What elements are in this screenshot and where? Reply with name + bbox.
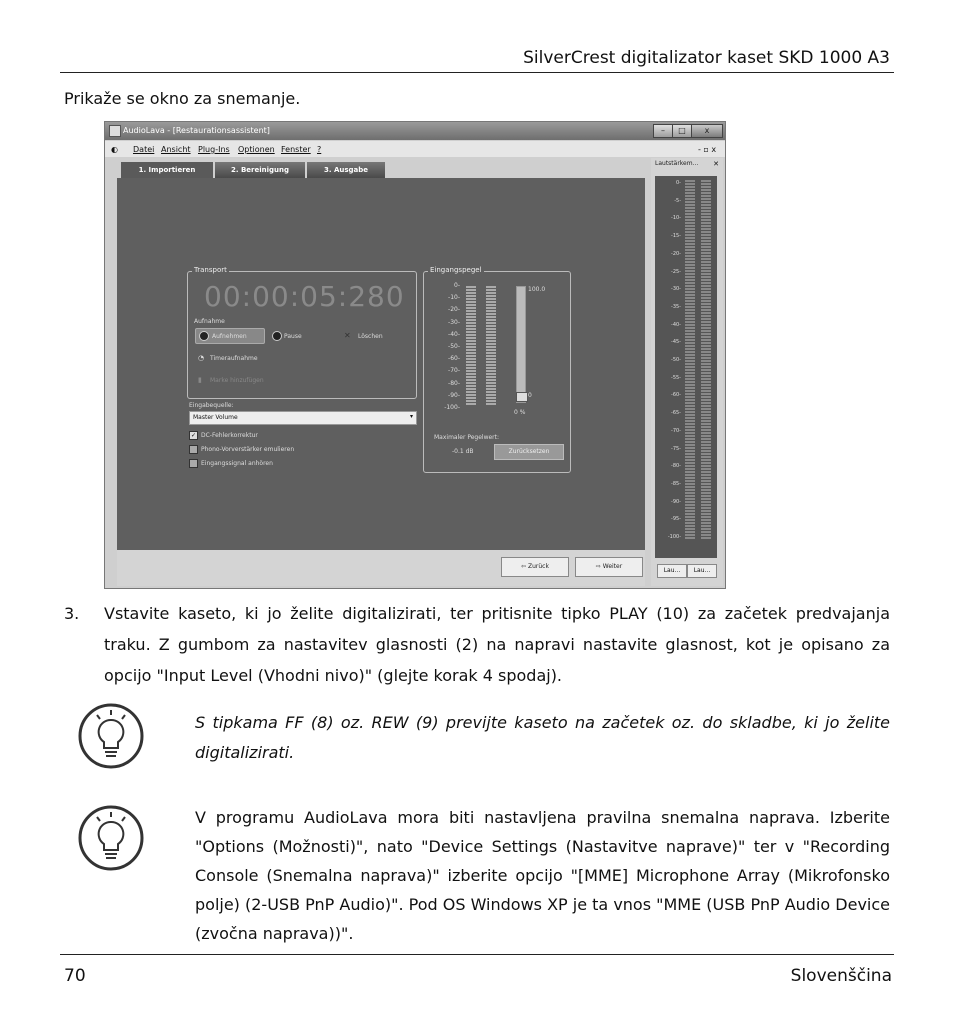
volume-tick: -20- — [671, 250, 681, 257]
volume-tick: -85- — [671, 480, 681, 487]
mdi-controls-icon[interactable]: - ▫ x — [698, 145, 717, 154]
lightbulb-icon — [77, 702, 145, 770]
menu-optionen[interactable]: Optionen — [238, 145, 275, 154]
close-button[interactable]: x — [691, 124, 723, 138]
input-source-select[interactable]: Master Volume ▾ — [189, 411, 417, 425]
record-icon — [199, 331, 209, 341]
volume-bar-right — [701, 180, 711, 540]
slider-bottom-value: 0 — [528, 392, 532, 399]
tab-ausgabe[interactable]: 3. Ausgabe — [307, 162, 385, 178]
volume-tick: -30- — [671, 286, 681, 293]
input-source-label: Eingabequelle: — [189, 402, 234, 409]
checkbox-monitor[interactable] — [189, 459, 198, 468]
level-tick: -90- — [448, 391, 460, 399]
close-icon[interactable]: ✕ — [713, 160, 719, 168]
volume-meter — [655, 176, 717, 558]
menu-plugins[interactable]: Plug-Ins — [198, 145, 230, 154]
volume-tick: -95- — [671, 516, 681, 523]
volume-tick: -100- — [667, 534, 681, 540]
footer-rule — [60, 954, 894, 955]
checkbox-dc-label: DC-Fehlerkorrektur — [201, 432, 258, 439]
max-level-label: Maximaler Pegelwert: — [434, 434, 500, 441]
menu-ansicht[interactable]: Ansicht — [161, 145, 191, 154]
side-tab-1[interactable]: Lau... — [657, 564, 687, 578]
level-tick: -70- — [448, 367, 460, 375]
slider-percent: 0 % — [514, 409, 526, 416]
pause-icon — [272, 331, 282, 341]
level-meter-right — [486, 286, 496, 406]
level-tick: -60- — [448, 355, 460, 363]
level-tick: -100- — [444, 404, 460, 411]
arrow-left-icon: ⇦ — [521, 563, 528, 570]
level-meter-left — [466, 286, 476, 406]
volume-tick: -55- — [671, 374, 681, 381]
window-title: AudioLava - [Restaurationsassistent] — [123, 126, 270, 135]
volume-tick: 0- — [676, 180, 681, 186]
lightbulb-icon — [77, 804, 145, 872]
volume-tick: -60- — [671, 392, 681, 399]
import-pane — [117, 178, 645, 550]
volume-tick: -25- — [671, 268, 681, 275]
menu-help[interactable]: ? — [317, 145, 322, 154]
back-button[interactable]: ⇦ Zurück — [501, 557, 569, 577]
volume-tick: -40- — [671, 321, 681, 328]
volume-tick: -65- — [671, 410, 681, 417]
footer-language: Slovenščina — [790, 966, 892, 986]
tip-text-2: V programu AudioLava mora biti nastavljena pravilna snemalna naprava. Izberite "Options (Možnosti)", nato "Device Settings (Nastavitve naprave)" ter v "Recording Console (Snemalna naprava)" izberite opcijo "[MME] Microphone Array (Mikrofonsko polje) (2-USB PnP Audio)". Pod OS Windows XP je ta vnos "MME (USB PnP Audio Device (zvočna naprava))". — [195, 808, 890, 943]
tab-bereinigung[interactable]: 2. Bereinigung — [215, 162, 305, 178]
level-tick: -30- — [448, 318, 460, 326]
delete-button[interactable]: Löschen — [358, 333, 383, 340]
slider-top-value: 100.0 — [528, 286, 546, 293]
level-label: Eingangspegel — [430, 266, 482, 274]
volume-bar-left — [685, 180, 695, 540]
max-level-value: -0.1 dB — [452, 448, 474, 455]
volume-tick: -5- — [674, 197, 681, 204]
menu-fenster[interactable]: Fenster — [281, 145, 311, 154]
wizard-nav-bar — [117, 550, 645, 586]
volume-tick: -90- — [671, 498, 681, 505]
marker-icon: ▮ — [198, 376, 202, 384]
menu-bar — [105, 141, 725, 157]
clock-icon: ◔ — [198, 354, 205, 362]
reset-button[interactable]: Zurücksetzen — [494, 444, 564, 460]
step-text: Vstavite kaseto, ki jo želite digitalizirati, ter pritisnite tipko PLAY (10) za začetek predvajanja traku. Z gumbom za nastavitev glasnosti (2) na napravi nastavite glasnost, kot je opisano za opcijo "Input Level (Vhodni nivo)" (glejte korak 4 spodaj). — [104, 604, 890, 685]
checkbox-phono-label: Phono-Vorverstärker emulieren — [201, 446, 295, 453]
level-tick: 0- — [454, 282, 460, 289]
volume-tick: -10- — [671, 215, 681, 222]
timer-button[interactable]: Timeraufnahme — [210, 355, 258, 362]
level-tick: -40- — [448, 330, 460, 338]
volume-tick: -70- — [671, 427, 681, 434]
volume-tick: -45- — [671, 339, 681, 346]
volume-tick: -75- — [671, 445, 681, 452]
volume-tick: -80- — [671, 463, 681, 470]
arrow-right-icon: ⇨ — [595, 563, 603, 570]
level-tick: -80- — [448, 379, 460, 387]
intro-text: Prikaže se okno za snemanje. — [64, 89, 301, 108]
time-display: 00:00:05:280 — [204, 280, 405, 313]
volume-tick: -35- — [671, 303, 681, 310]
step-number: 3. — [64, 604, 80, 623]
checkbox-monitor-label: Eingangssignal anhören — [201, 460, 273, 467]
checkbox-phono[interactable] — [189, 445, 198, 454]
audiolava-screenshot — [104, 121, 726, 589]
level-tick: -10- — [448, 294, 460, 302]
level-tick: -50- — [448, 343, 460, 350]
next-button[interactable]: ⇨ Weiter — [575, 557, 643, 577]
level-group — [423, 266, 571, 473]
app-icon — [109, 125, 121, 137]
minimize-button[interactable]: – — [653, 124, 673, 138]
checkbox-dc[interactable]: ✓ — [190, 432, 197, 439]
header-title: SilverCrest digitalizator kaset SKD 1000 A3 — [523, 48, 890, 68]
volume-meter-panel — [651, 158, 723, 586]
delete-icon: ✕ — [344, 331, 351, 340]
level-tick: -20- — [448, 306, 460, 314]
record-button[interactable]: Aufnehmen — [195, 328, 265, 344]
page-number: 70 — [64, 966, 86, 986]
aufnahme-label: Aufnahme — [194, 318, 225, 325]
transport-label: Transport — [194, 266, 227, 274]
tip-text-1: S tipkama FF (8) oz. REW (9) previjte kaseto na začetek oz. do skladbe, ki jo želite digitalizirati. — [195, 713, 890, 762]
menu-datei[interactable]: Datei — [133, 145, 155, 154]
volume-tick: -50- — [671, 357, 681, 363]
pause-button[interactable]: Pause — [284, 333, 302, 340]
volume-tick: -15- — [671, 233, 681, 240]
chevron-down-icon: ▾ — [409, 413, 413, 420]
header-rule — [60, 72, 894, 73]
menu-logo-icon: ◐ — [111, 145, 118, 154]
input-level-slider[interactable] — [516, 286, 526, 403]
transport-group — [187, 266, 417, 399]
slider-handle[interactable] — [516, 392, 528, 402]
maximize-button[interactable]: □ — [672, 124, 692, 138]
tab-importieren[interactable]: 1. Importieren — [121, 162, 213, 178]
window-titlebar — [105, 122, 725, 140]
side-panel-title: Lautstärkem... — [655, 160, 699, 167]
side-tab-2[interactable]: Lau... — [687, 564, 717, 578]
marker-button[interactable]: Marke hinzufügen — [210, 377, 264, 384]
